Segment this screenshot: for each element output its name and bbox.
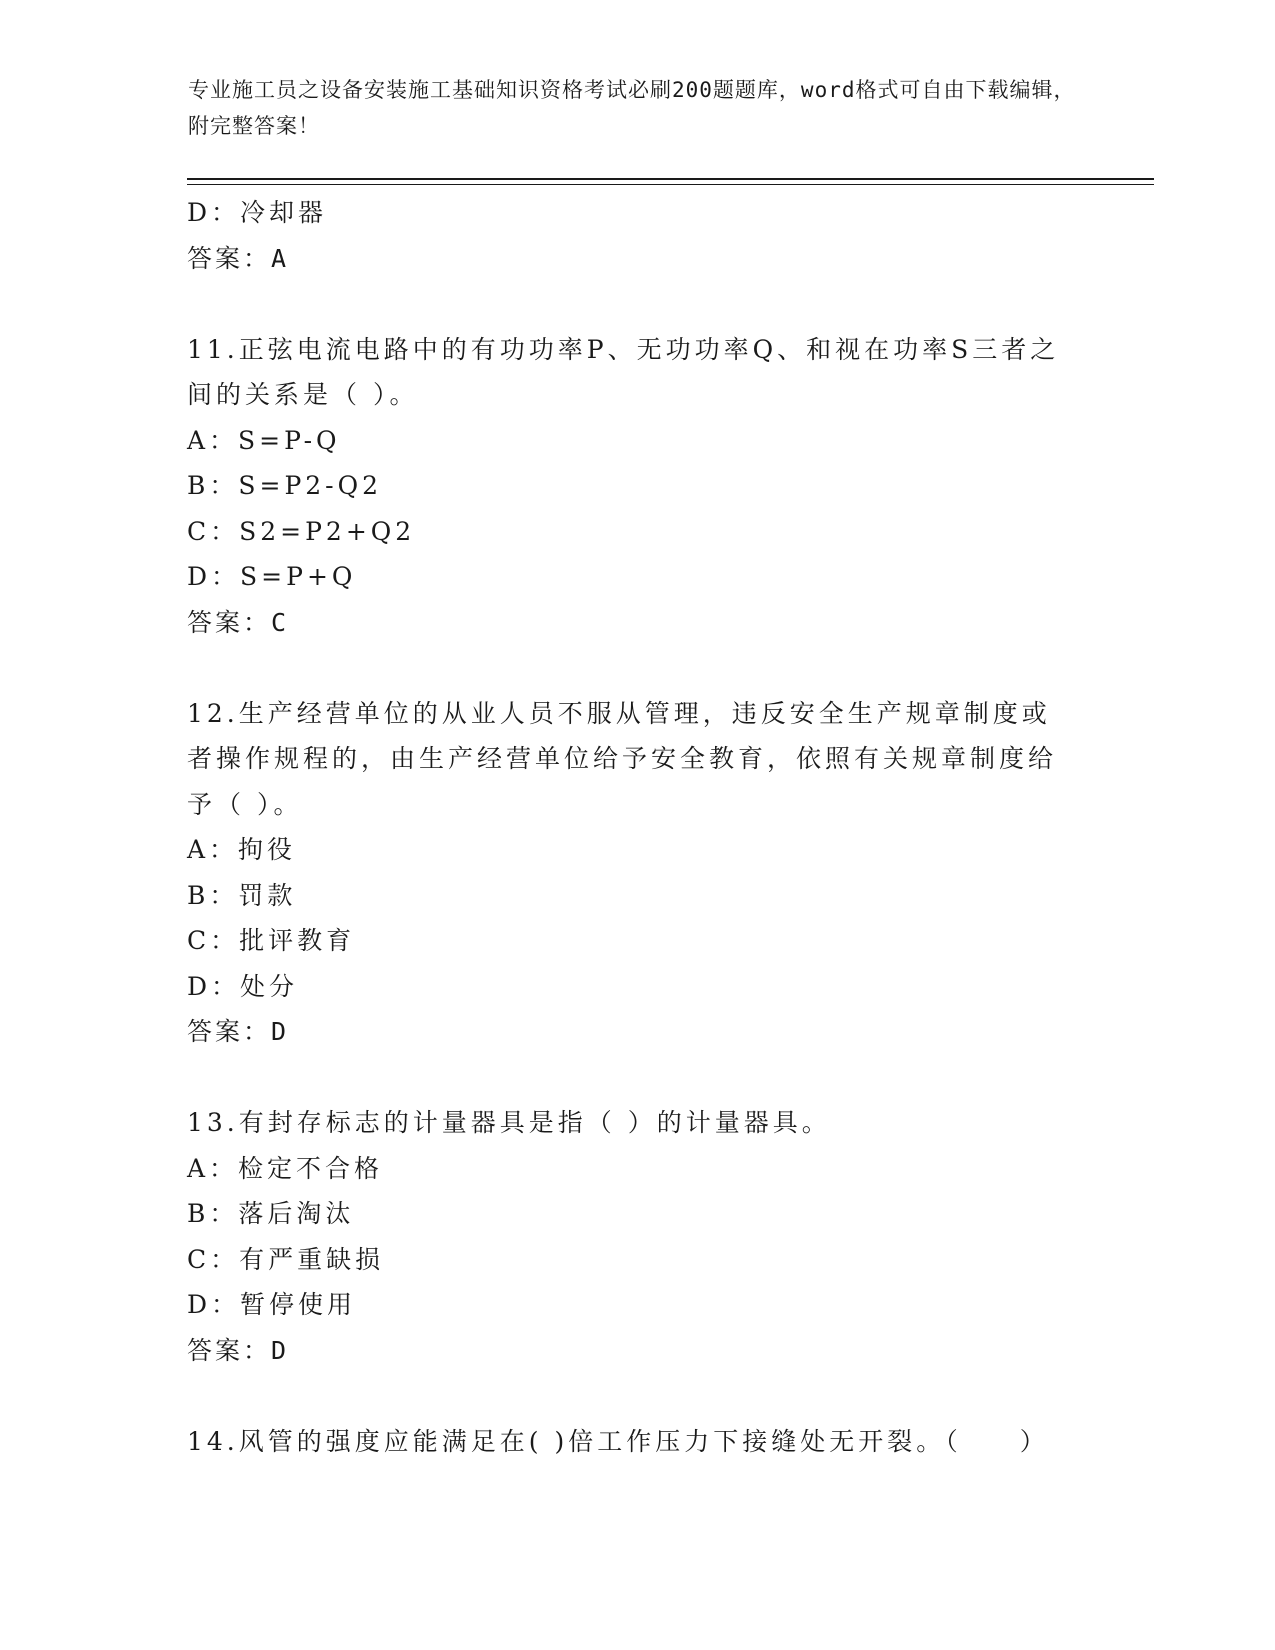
question-12-option-d: D：处分 [187,971,299,1001]
question-11-answer: 答案：C [187,607,290,637]
header-divider-thick [187,178,1154,180]
spacer [187,645,1067,691]
question-11-option-d: D：S=P+Q [187,562,357,591]
document-header [188,72,1088,144]
question-12-answer: 答案：D [187,1017,290,1046]
question-11-option-b: B：S=P2-Q2 [187,471,383,500]
question-11-stem: 11.正弦电流电路中的有功功率P、无功功率Q、和视在功率S三者之间的关系是（ ）。 [187,334,1060,409]
question-12-option-c: C：批评教育 [187,926,356,955]
question-13-option-a: A：检定不合格 [187,1153,384,1183]
question-11-option-a: A：S=P-Q [187,425,341,455]
header-text: 专业施工员之设备安装施工基础知识资格考试必刷200题题库，word格式可自由下载编辑，附完整答案！ [188,78,1076,138]
question-13-option-b: B：落后淘汰 [187,1199,355,1228]
question-13-stem: 13.有封存标志的计量器具是指（ ）的计量器具。 [187,1108,831,1137]
carryover-answer: 答案：A [187,243,290,273]
question-13-answer: 答案：D [187,1335,290,1365]
question-12-stem: 12.生产经营单位的从业人员不服从管理，违反安全生产规章制度或者操作规程的，由生产经营单位给予安全教育，依照有关规章制度给予（ ）。 [187,698,1058,819]
question-12-option-b: B：罚款 [187,880,297,910]
question-12-option-a: A：拘役 [187,835,297,864]
question-13-option-c: C：有严重缺损 [187,1244,385,1274]
carryover-option-d: D：冷却器 [187,198,328,227]
spacer [187,1055,1067,1101]
header-divider-thin [187,184,1154,185]
spacer [187,1373,1067,1419]
question-13-option-d: D：暂停使用 [187,1290,357,1319]
question-14-stem: 14.风管的强度应能满足在( )倍工作压力下接缝处无开裂。（ ） [187,1426,1049,1456]
question-11-option-c: C：S2=P2+Q2 [187,516,416,546]
question-list [187,190,1067,1464]
spacer [187,281,1067,327]
